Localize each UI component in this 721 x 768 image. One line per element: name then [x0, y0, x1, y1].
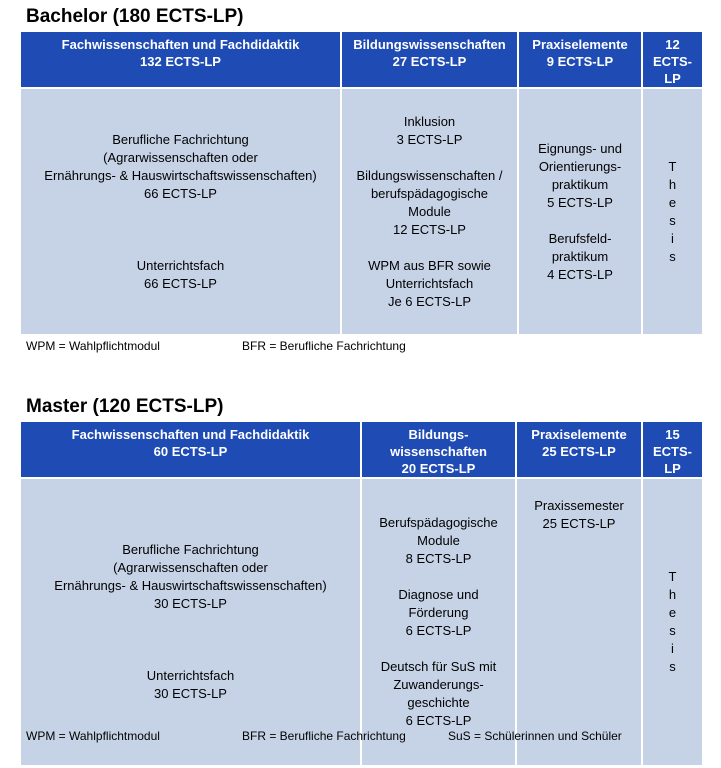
bildung-line: geschichte [407, 695, 470, 710]
header-credits: 60 ECTS-LP [153, 444, 228, 459]
header-name: 15 [665, 427, 680, 442]
bildung-line: Förderung [408, 605, 469, 620]
praxis-line: 4 ECTS-LP [547, 266, 613, 282]
spacer [25, 613, 356, 667]
spacer [25, 203, 336, 257]
bachelor-body-row [21, 88, 702, 334]
fach-line: 30 ECTS-LP [154, 686, 227, 701]
fach-line: Ernährungs- & Hauswirtschaftswissenschaften) [44, 167, 317, 183]
header-credits: 20 ECTS-LP [401, 461, 476, 476]
bachelor-header-bildung [341, 32, 518, 88]
bachelor-cell-fach [21, 88, 341, 334]
thesis-letter: e [668, 605, 677, 620]
bildung-line: Module [408, 203, 451, 219]
thesis-letter: s [669, 623, 676, 638]
bildung-line: Zuwanderungs- [393, 677, 484, 692]
thesis-letter: s [669, 212, 676, 228]
header-credits: 9 ECTS-LP [546, 54, 614, 69]
praxis-line: Praxissemester [534, 498, 624, 513]
bildung-line: 6 ECTS-LP [405, 713, 472, 728]
header-name: wissenschaften [390, 444, 487, 459]
master-header-fach [21, 422, 361, 478]
fach-line: 66 ECTS-LP [144, 275, 217, 291]
bachelor-header-thesis [642, 32, 702, 88]
fach-line: (Agrarwissenschaften oder [113, 560, 268, 575]
bildung-line: Diagnose und [398, 587, 479, 602]
spacer [346, 149, 513, 167]
header-name: Bildungs- [408, 427, 469, 442]
spacer [366, 568, 511, 586]
header-name: Fachwissenschaften und Fachdidaktik [61, 37, 300, 52]
bildung-line: Bildungswissenschaften / [356, 167, 503, 183]
legend-bfr: BFR = Berufliche Fachrichtung [242, 339, 406, 353]
thesis-letter: s [669, 248, 676, 264]
bachelor-header-fach [21, 32, 341, 88]
praxis-line: Eignungs- und [538, 140, 622, 156]
bachelor-cell-thesis [642, 88, 702, 334]
master-title: Master (120 ECTS-LP) [26, 396, 224, 417]
master-header-row [21, 422, 702, 478]
praxis-line: Berufsfeld- [548, 230, 612, 246]
bachelor-cell-bildung [341, 88, 518, 334]
bildung-line: 8 ECTS-LP [405, 551, 472, 566]
bildung-line: berufspädagogische [370, 185, 489, 201]
header-credits: 27 ECTS-LP [392, 54, 467, 69]
thesis-letter: h [668, 176, 677, 192]
master-cell-fach [21, 478, 361, 765]
master-cell-praxis [516, 478, 642, 765]
legend-wpm: WPM = Wahlpflichtmodul [26, 729, 160, 743]
bildung-line: Unterrichtsfach [385, 275, 474, 291]
bildung-line: 6 ECTS-LP [405, 623, 472, 638]
thesis-letter: s [669, 659, 676, 674]
bachelor-cell-praxis [518, 88, 642, 334]
praxis-line: praktikum [551, 176, 609, 192]
fach-line: Berufliche Fachrichtung [122, 542, 259, 557]
master-header-bildung [361, 422, 516, 478]
header-name: Praxiselemente [531, 427, 627, 442]
master-cell-thesis [642, 478, 702, 765]
thesis-letter: h [668, 587, 677, 602]
bachelor-header-praxis [518, 32, 642, 88]
bildung-line: 3 ECTS-LP [396, 131, 463, 147]
master-table [21, 422, 702, 765]
header-name: Bildungswissenschaften [353, 37, 506, 52]
bildung-line: Module [417, 533, 460, 548]
fach-line: (Agrarwissenschaften oder [103, 149, 258, 165]
header-credits: ECTS-LP [653, 444, 692, 476]
fach-line: Unterrichtsfach [136, 257, 225, 273]
spacer [346, 239, 513, 257]
praxis-line: praktikum [551, 248, 609, 264]
thesis-letter: i [671, 230, 674, 246]
bildung-line: Berufspädagogische [379, 515, 498, 530]
fach-line: Berufliche Fachrichtung [112, 131, 249, 147]
header-name: Praxiselemente [532, 37, 628, 52]
fach-line: 66 ECTS-LP [144, 185, 217, 201]
bildung-line: 12 ECTS-LP [393, 221, 466, 237]
praxis-line: Orientierungs- [538, 158, 622, 174]
legend-bfr: BFR = Berufliche Fachrichtung [242, 729, 406, 743]
praxis-line: 5 ECTS-LP [547, 194, 613, 210]
thesis-letter: e [668, 194, 677, 210]
master-body-row [21, 478, 702, 765]
spacer [523, 212, 637, 230]
legend-wpm: WPM = Wahlpflichtmodul [26, 339, 160, 353]
bildung-line: Je 6 ECTS-LP [387, 293, 472, 309]
bildung-line: Deutsch für SuS mit [380, 659, 497, 674]
header-credits: 132 ECTS-LP [140, 54, 221, 69]
header-name: 12 [665, 37, 680, 52]
bachelor-title: Bachelor (180 ECTS-LP) [26, 6, 244, 27]
spacer [366, 640, 511, 658]
master-header-thesis [642, 422, 702, 478]
master-header-praxis [516, 422, 642, 478]
header-name: Fachwissenschaften und Fachdidaktik [71, 427, 310, 442]
fach-line: Unterrichtsfach [146, 668, 235, 683]
bildung-line: Inklusion [403, 113, 456, 129]
praxis-line: 25 ECTS-LP [542, 516, 616, 531]
master-cell-bildung [361, 478, 516, 765]
fach-line: 30 ECTS-LP [154, 596, 227, 611]
legend-sus: SuS = Schülerinnen und Schüler [448, 729, 622, 743]
thesis-letter: T [668, 569, 677, 584]
bachelor-header-row [21, 32, 702, 88]
bildung-line: WPM aus BFR sowie [368, 257, 491, 273]
header-credits: ECTS-LP [653, 54, 692, 86]
bachelor-table [21, 32, 702, 334]
thesis-letter: T [668, 158, 677, 174]
fach-line: Ernährungs- & Hauswirtschaftswissenschaften) [54, 578, 327, 593]
thesis-letter: i [671, 641, 674, 656]
header-credits: 25 ECTS-LP [542, 444, 616, 459]
